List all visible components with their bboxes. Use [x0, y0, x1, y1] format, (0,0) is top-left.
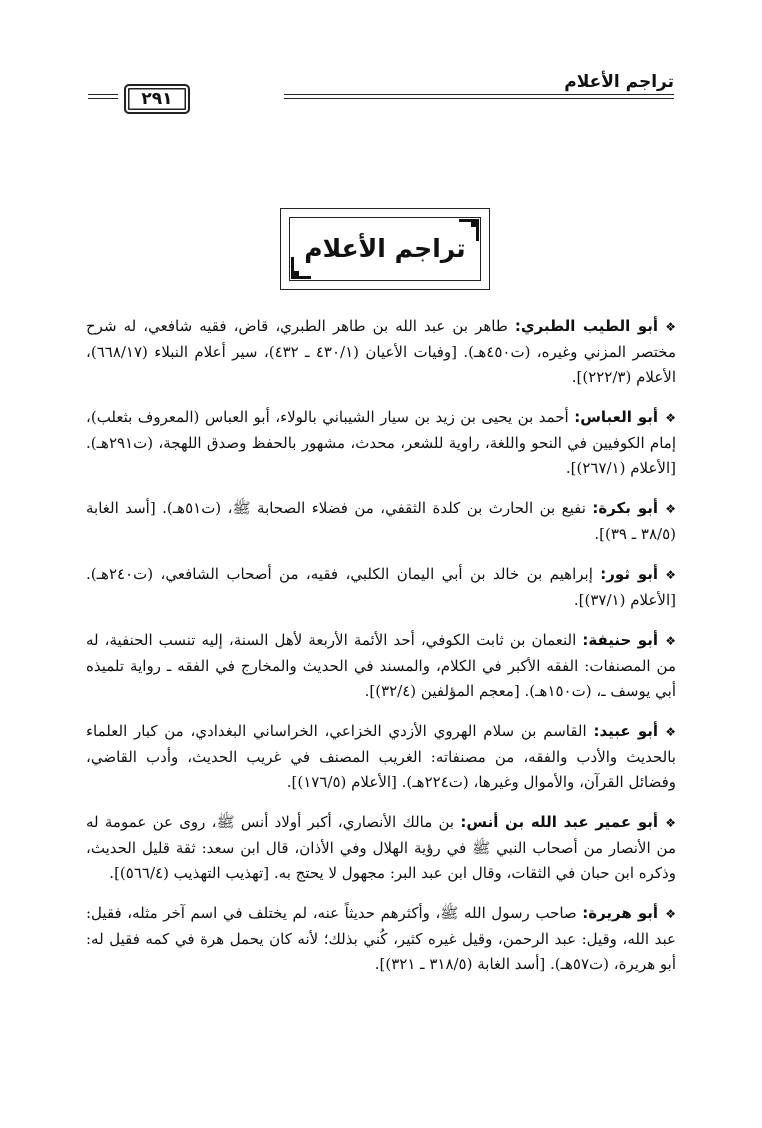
- biography-entry: [86, 719, 676, 795]
- biography-entry: [86, 628, 676, 704]
- entry-text: صاحب رسول الله ﷺ، وأكثرهم حديثاً عنه، لم يختلف في اسم آخر مثله، فقيل: عبد الله، وقيل: عبد الرحمن، وقيل غيره كثير، كُني بذلك؛ لأنه كان يحمل هرة في كمه فقيل له: أبو هريرة، (ت٥٧هـ). [أسد الغابة (٣١٨/٥ ـ ٣٢١)].: [86, 904, 676, 973]
- entry-text: أحمد بن يحيى بن زيد بن سيار الشيباني بالولاء، أبو العباس (المعروف بثعلب)، إمام الكوفيين في النحو واللغة، راوية للشعر، محدث، مشهور بالحفظ وصدق اللهجة، (ت٢٩١هـ). [الأعلام (٢٦٧/١)].: [86, 408, 676, 477]
- biography-entry: [86, 810, 676, 886]
- entry-name: أبو ثور: [606, 565, 658, 583]
- entry-text: إبراهيم بن خالد بن أبي اليمان الكلبي، فقيه، من أصحاب الشافعي، (ت٢٤٠هـ). [الأعلام (٣٧/١)].: [86, 565, 676, 609]
- header-rule: [284, 94, 674, 99]
- section-title-frame: [280, 208, 490, 290]
- entry-text: بن مالك الأنصاري، أكبر أولاد أنس ﷺ، روى عن عمومة له من الأنصار من أصحاب النبي ﷺ في رؤية الهلال وفي الأذان، قال ابن سعد: ثقة قليل الحديث، وذكره ابن حبان في الثقات، وقال ابن عبد البر: مجهول لا يحتج به. [تهذيب التهذيب (٥٦٦/٤)].: [86, 813, 676, 882]
- biography-entry: [86, 496, 676, 547]
- bullet-icon: ❖: [665, 725, 676, 739]
- entry-name: أبو حنيفة: [588, 631, 658, 649]
- entry-name: أبو بكرة: [598, 499, 658, 517]
- entry-name: أبو الطيب الطبري: [520, 317, 658, 335]
- bullet-icon: ❖: [665, 907, 676, 921]
- entry-name: أبو العباس: [580, 408, 658, 426]
- entry-text: طاهر بن عبد الله بن طاهر الطبري، قاض، فقيه شافعي، له شرح مختصر المزني وغيره، (ت٤٥٠هـ). [وفيات الأعيان (٤٣٠/١ ـ ٤٣٢)، سير أعلام النبلاء (٦٦٨/١٧)، الأعلام (٢٢٢/٣)].: [86, 317, 676, 386]
- biography-entry: [86, 405, 676, 481]
- bullet-icon: ❖: [665, 502, 676, 516]
- bullet-icon: ❖: [665, 320, 676, 334]
- biography-list: [86, 314, 676, 984]
- entry-text: النعمان بن ثابت الكوفي، أحد الأئمة الأربعة لأهل السنة، إليه تنسب الحنفية، له من المصنفات: الفقه الأكبر في الكلام، والمسند في الحديث والمخارج في الفقه ـ رواية تلميذه أبي يوسف ـ، (ت١٥٠هـ). [معجم المؤلفين (٣٢/٤)].: [86, 631, 676, 700]
- bullet-icon: ❖: [665, 411, 676, 425]
- bullet-icon: ❖: [665, 634, 676, 648]
- entry-name: أبو هريرة: [588, 904, 658, 922]
- biography-entry: [86, 314, 676, 390]
- entry-name: أبو عمير عبد الله بن أنس: [466, 813, 658, 831]
- page-number: ٢٩١: [124, 84, 190, 114]
- entry-text: القاسم بن سلام الهروي الأزدي الخزاعي، الخراساني البغدادي، من كبار العلماء بالحديث والأدب والفقه، من مصنفاته: الغريب المصنف في غريب الحديث، وأدب القاضي، وفضائل القرآن، والأموال وغيرها، (ت٢٢٤هـ). [الأعلام (١٧٦/٥)].: [86, 722, 676, 791]
- entry-colon: :: [600, 565, 607, 583]
- section-title: تراجم الأعلام: [304, 234, 466, 263]
- entry-colon: :: [582, 631, 589, 649]
- header-rule-short: [88, 94, 118, 99]
- bullet-icon: ❖: [665, 816, 676, 830]
- entry-name: أبو عبيد: [599, 722, 658, 740]
- entry-colon: :: [514, 317, 521, 335]
- entry-text: نفيع بن الحارث بن كلدة الثقفي، من فضلاء الصحابة ﷺ، (ت٥١هـ). [أسد الغابة (٣٨/٥ ـ ٣٩)].: [86, 499, 676, 543]
- running-header-title: تراجم الأعلام: [564, 72, 674, 92]
- entry-colon: :: [574, 408, 581, 426]
- entry-colon: :: [460, 813, 467, 831]
- entry-colon: :: [593, 722, 600, 740]
- bullet-icon: ❖: [665, 568, 676, 582]
- biography-entry: [86, 562, 676, 613]
- entry-colon: :: [582, 904, 589, 922]
- entry-colon: :: [592, 499, 599, 517]
- biography-entry: [86, 901, 676, 977]
